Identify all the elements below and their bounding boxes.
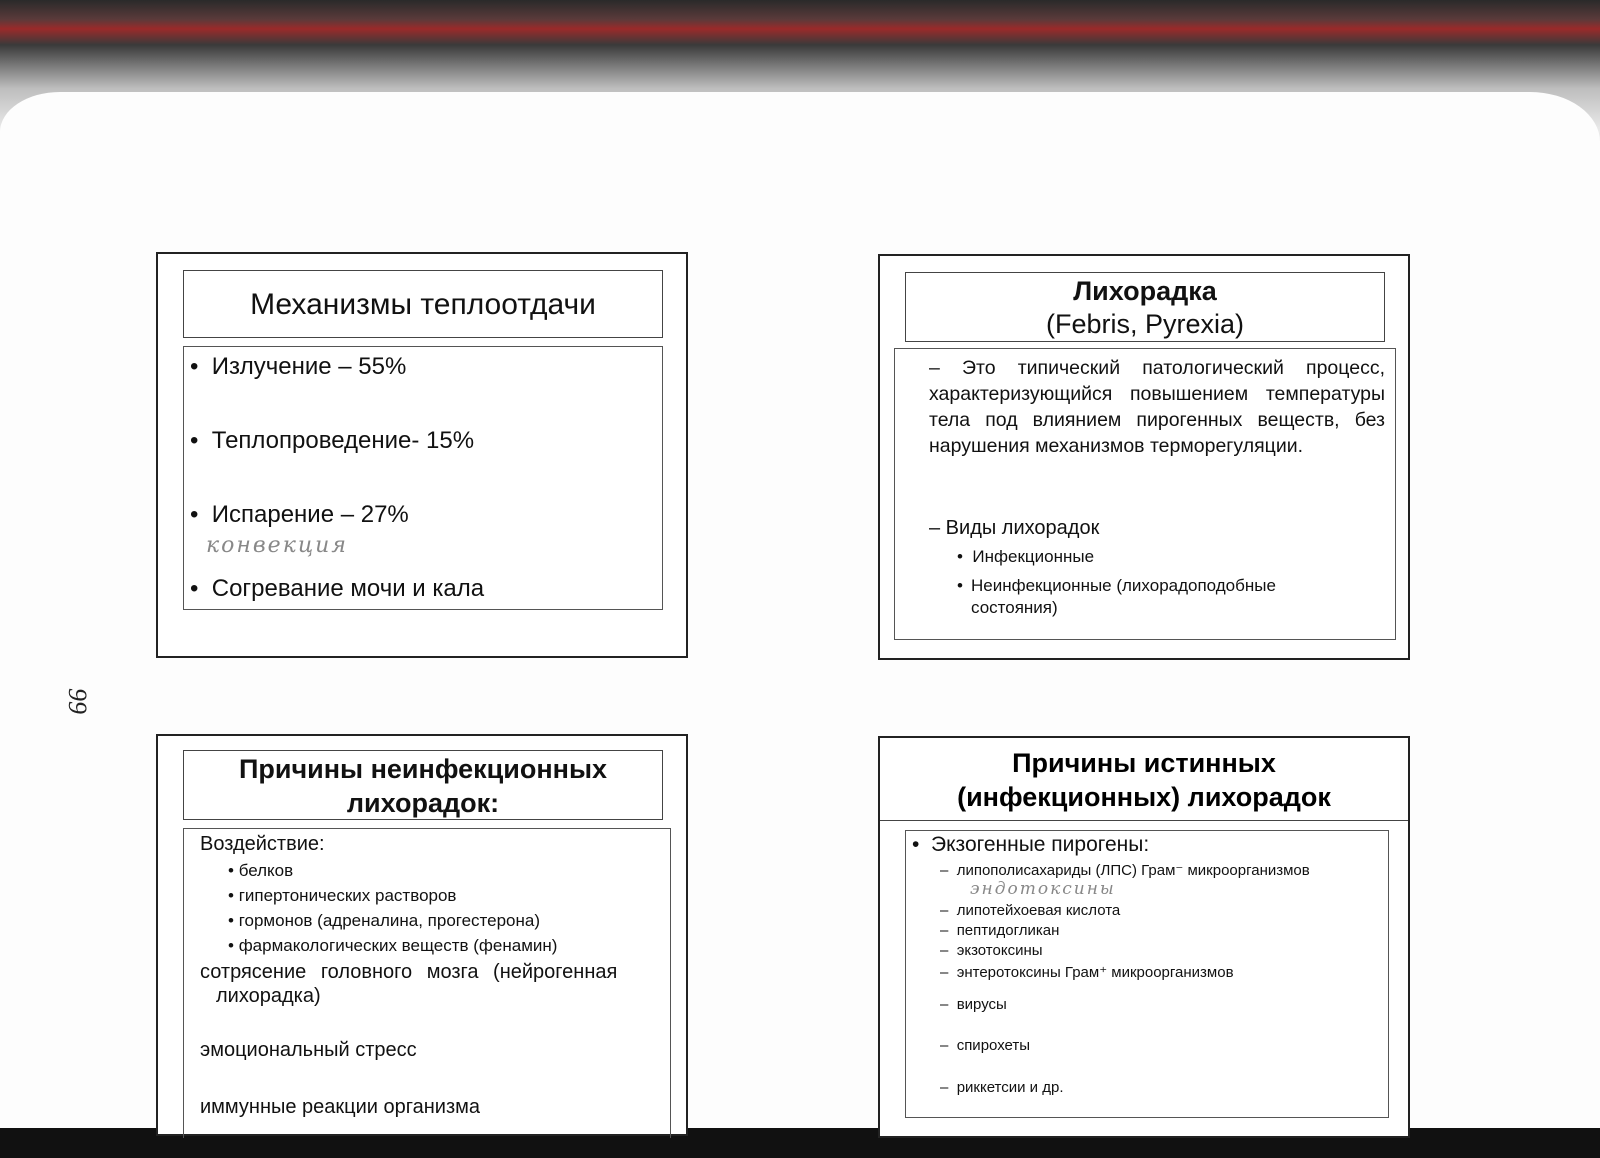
- slide-noninfectious-causes: [156, 734, 688, 1136]
- slide-title-box: [905, 272, 1385, 342]
- list-item: – пептидогликан: [940, 922, 1060, 939]
- slide-title-line2: (инфекционных) лихорадок: [957, 782, 1331, 812]
- list-item: – липополисахариды (ЛПС) Грам⁻ микроорганизмов: [940, 862, 1310, 879]
- list-item: • Испарение – 27%: [190, 501, 409, 528]
- slide-title: Механизмы теплоотдачи: [250, 288, 596, 321]
- impact-label: Воздействие:: [200, 833, 325, 855]
- slide-heat-loss: [156, 252, 688, 658]
- slide-infectious-causes: [878, 736, 1410, 1138]
- bullet-icon: •: [190, 575, 212, 602]
- slide-fever: [878, 254, 1410, 660]
- bullet-icon: •: [190, 501, 212, 528]
- list-item: – риккетсии и др.: [940, 1079, 1064, 1096]
- list-item: • гипертонических растворов: [228, 886, 457, 905]
- slide-title-line2: лихорадок:: [346, 788, 500, 818]
- list-item: • Неинфекционные (лихорадоподобные состояния): [957, 576, 1276, 617]
- slide-content-box: [905, 830, 1389, 1118]
- list-item: – спирохеты: [940, 1037, 1031, 1054]
- page-number: 99: [63, 688, 92, 714]
- slide-title: Лихорадка: [1073, 276, 1217, 306]
- list-item: – липотейхоевая кислота: [940, 902, 1121, 919]
- list-item: • белков: [228, 861, 294, 880]
- slide-title: Причины истинных: [1012, 748, 1276, 778]
- list-item: • Инфекционные: [957, 547, 1095, 566]
- slide-title: Причины неинфекционных: [238, 754, 608, 784]
- slide-title-box: [183, 270, 663, 338]
- bullet-icon: •: [228, 861, 239, 880]
- bullet-icon: •: [190, 427, 212, 454]
- list-item: • фармакологических веществ (фенамин): [228, 936, 558, 955]
- list-item: • Согревание мочи и кала: [190, 575, 485, 602]
- list-item: – вирусы: [940, 996, 1007, 1013]
- handwritten-note: конвекция: [206, 533, 348, 558]
- slide-subtitle: (Febris, Pyrexia): [1045, 309, 1245, 339]
- bullet-icon: •: [912, 833, 932, 856]
- types-heading: – Виды лихорадок: [929, 517, 1100, 539]
- bullet-icon: •: [190, 353, 212, 380]
- slide-content-box: [183, 346, 663, 610]
- bullet-icon: •: [228, 886, 239, 905]
- slide-content-box: [183, 828, 671, 1138]
- slide-title-box: [183, 750, 663, 820]
- list-item: – энтеротоксины Грам⁺ микроорганизмов: [940, 964, 1234, 981]
- concussion-text-line2: лихорадка): [216, 985, 321, 1007]
- bullet-icon: •: [228, 911, 239, 930]
- list-item: • Теплопроведение- 15%: [190, 427, 475, 454]
- stress-text: эмоциональный стресс: [200, 1039, 417, 1061]
- bullet-icon: •: [957, 547, 973, 566]
- immune-text: иммунные реакции организма: [200, 1096, 480, 1118]
- list-item: – экзотоксины: [940, 942, 1043, 959]
- list-item: • гормонов (адреналина, прогестерона): [228, 911, 541, 930]
- definition-text: – Это типический патологический процесс, характеризующийся повышением температуры тела под влиянием пирогенных веществ, без нарушения механизмов терморегуляции.: [929, 357, 1385, 457]
- handwritten-note: эндотоксины: [970, 879, 1116, 899]
- bullet-icon: •: [957, 576, 963, 595]
- slide-title-area: [880, 738, 1408, 821]
- slide-content-box: [894, 348, 1396, 640]
- concussion-text: сотрясение головного мозга (нейрогенная: [200, 961, 618, 983]
- list-item: • Излучение – 55%: [190, 353, 407, 380]
- bullet-icon: •: [228, 936, 239, 955]
- exogenous-heading: • Экзогенные пирогены:: [912, 833, 1150, 856]
